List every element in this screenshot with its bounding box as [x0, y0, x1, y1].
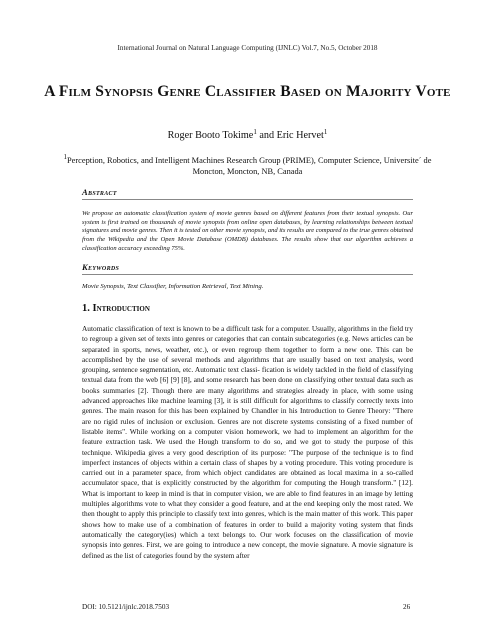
affiliation-mark: 1 — [63, 153, 68, 161]
author-1-mark: 1 — [253, 128, 257, 136]
page-number: 26 — [403, 603, 411, 611]
footer-doi: DOI: 10.5121/ijnlc.2018.7503 — [82, 603, 170, 611]
keywords-rule — [82, 274, 413, 275]
abstract-rule — [82, 199, 413, 200]
affiliation — [60, 152, 435, 177]
affiliation-text: Perception, Robotics, and Intelligent Machines Research Group (PRIME), Computer Science, Universite´ de Moncton, Moncton, NB, Canada — [67, 156, 432, 176]
authors-line — [0, 128, 495, 141]
introduction-heading: 1. Introduction — [82, 303, 150, 314]
abstract-text: We propose an automatic classification system of movie genres based on different features from their textual synopsis. Our system is first trained on thousands of movie synopsis from online open databases, by learning relationships between textual signatures and movie genres. Then it is tested on other movie synopsis, and its results are compared to the true genres obtained from the Wikipedia and the Open Movie Database (OMDB) databases. The results show that our algorithm achieves a classification accuracy exceeding 75%. — [82, 210, 413, 252]
introduction-text: Automatic classification of text is known to be a difficult task for a computer. Usually, algorithms in the field try to regroup a given set of texts into genres or categories that can contain subcategories (e.g. News articles can be separated in sports, news, weather, etc.), or even regroup them together to form a new one. This can be accomplished by the use of several methods and algorithms that are usually based on text analysis, word grouping, sentence segmentation, etc. Automatic text classi- fication is widely tackled in the field of classifying textual data from the web [6] [9] [8], and some research has been done on classifying other textual data such as books summaries [2]. Though there are many algorithms and strategies already in place, with some using advanced approaches like machine learning [3], it is still difficult for algorithms to classify correctly texts into genres. The main reason for this has been explained by Chandler in his Introduction to Genre Theory: "There are no rigid rules of inclusion or exclusion. Genres are not discrete systems consisting of a fixed number of listable items". While working on a computer vision homework, we had to implement an algorithm for the feature extraction task. We used the Hough transform to do so, and we got to study the purpose of this technique. Wikipedia gives a very good description of its purpose: "The purpose of the technique is to find imperfect instances of objects within a certain class of shapes by a voting procedure. This voting procedure is carried out in a parameter space, from which object candidates are obtained as local maxima in a so-called accumulator space, that is explicitly constructed by the algorithm for computing the Hough transform." [12]. What is important to keep in mind is that in computer vision, we are able to find features in an image by letting multiples algorithms vote to what they consider a good feature, and at the end keeping only the most rated. We then thought to apply this principle to classify text into genres, which is the main matter of this work. This paper shows how to make use of a combination of features in order to build a majority voting system that finds automatically the category(ies) which a text belongs to. Our work focuses on the classification of movie synopsis into genres. First, we are going to introduce a new concept, the movie signature. A movie signature is defined as the list of categories found by the system after — [82, 324, 413, 560]
author-2-mark: 1 — [323, 128, 328, 136]
abstract-heading: Abstract — [82, 187, 117, 197]
author-1: Roger Booto Tokime — [167, 130, 254, 141]
paper-title: A Film Synopsis Genre Classifier Based on Majority Vote — [44, 83, 451, 100]
journal-header: International Journal on Natural Language Computing (IJNLC) Vol.7, No.5, October 2018 — [117, 44, 378, 52]
keywords-text: Movie Synopsis, Text Classifier, Information Retrieval, Text Mining. — [82, 283, 264, 290]
keywords-heading: Keywords — [82, 262, 120, 272]
author-2: and Eric Hervet — [259, 130, 324, 141]
